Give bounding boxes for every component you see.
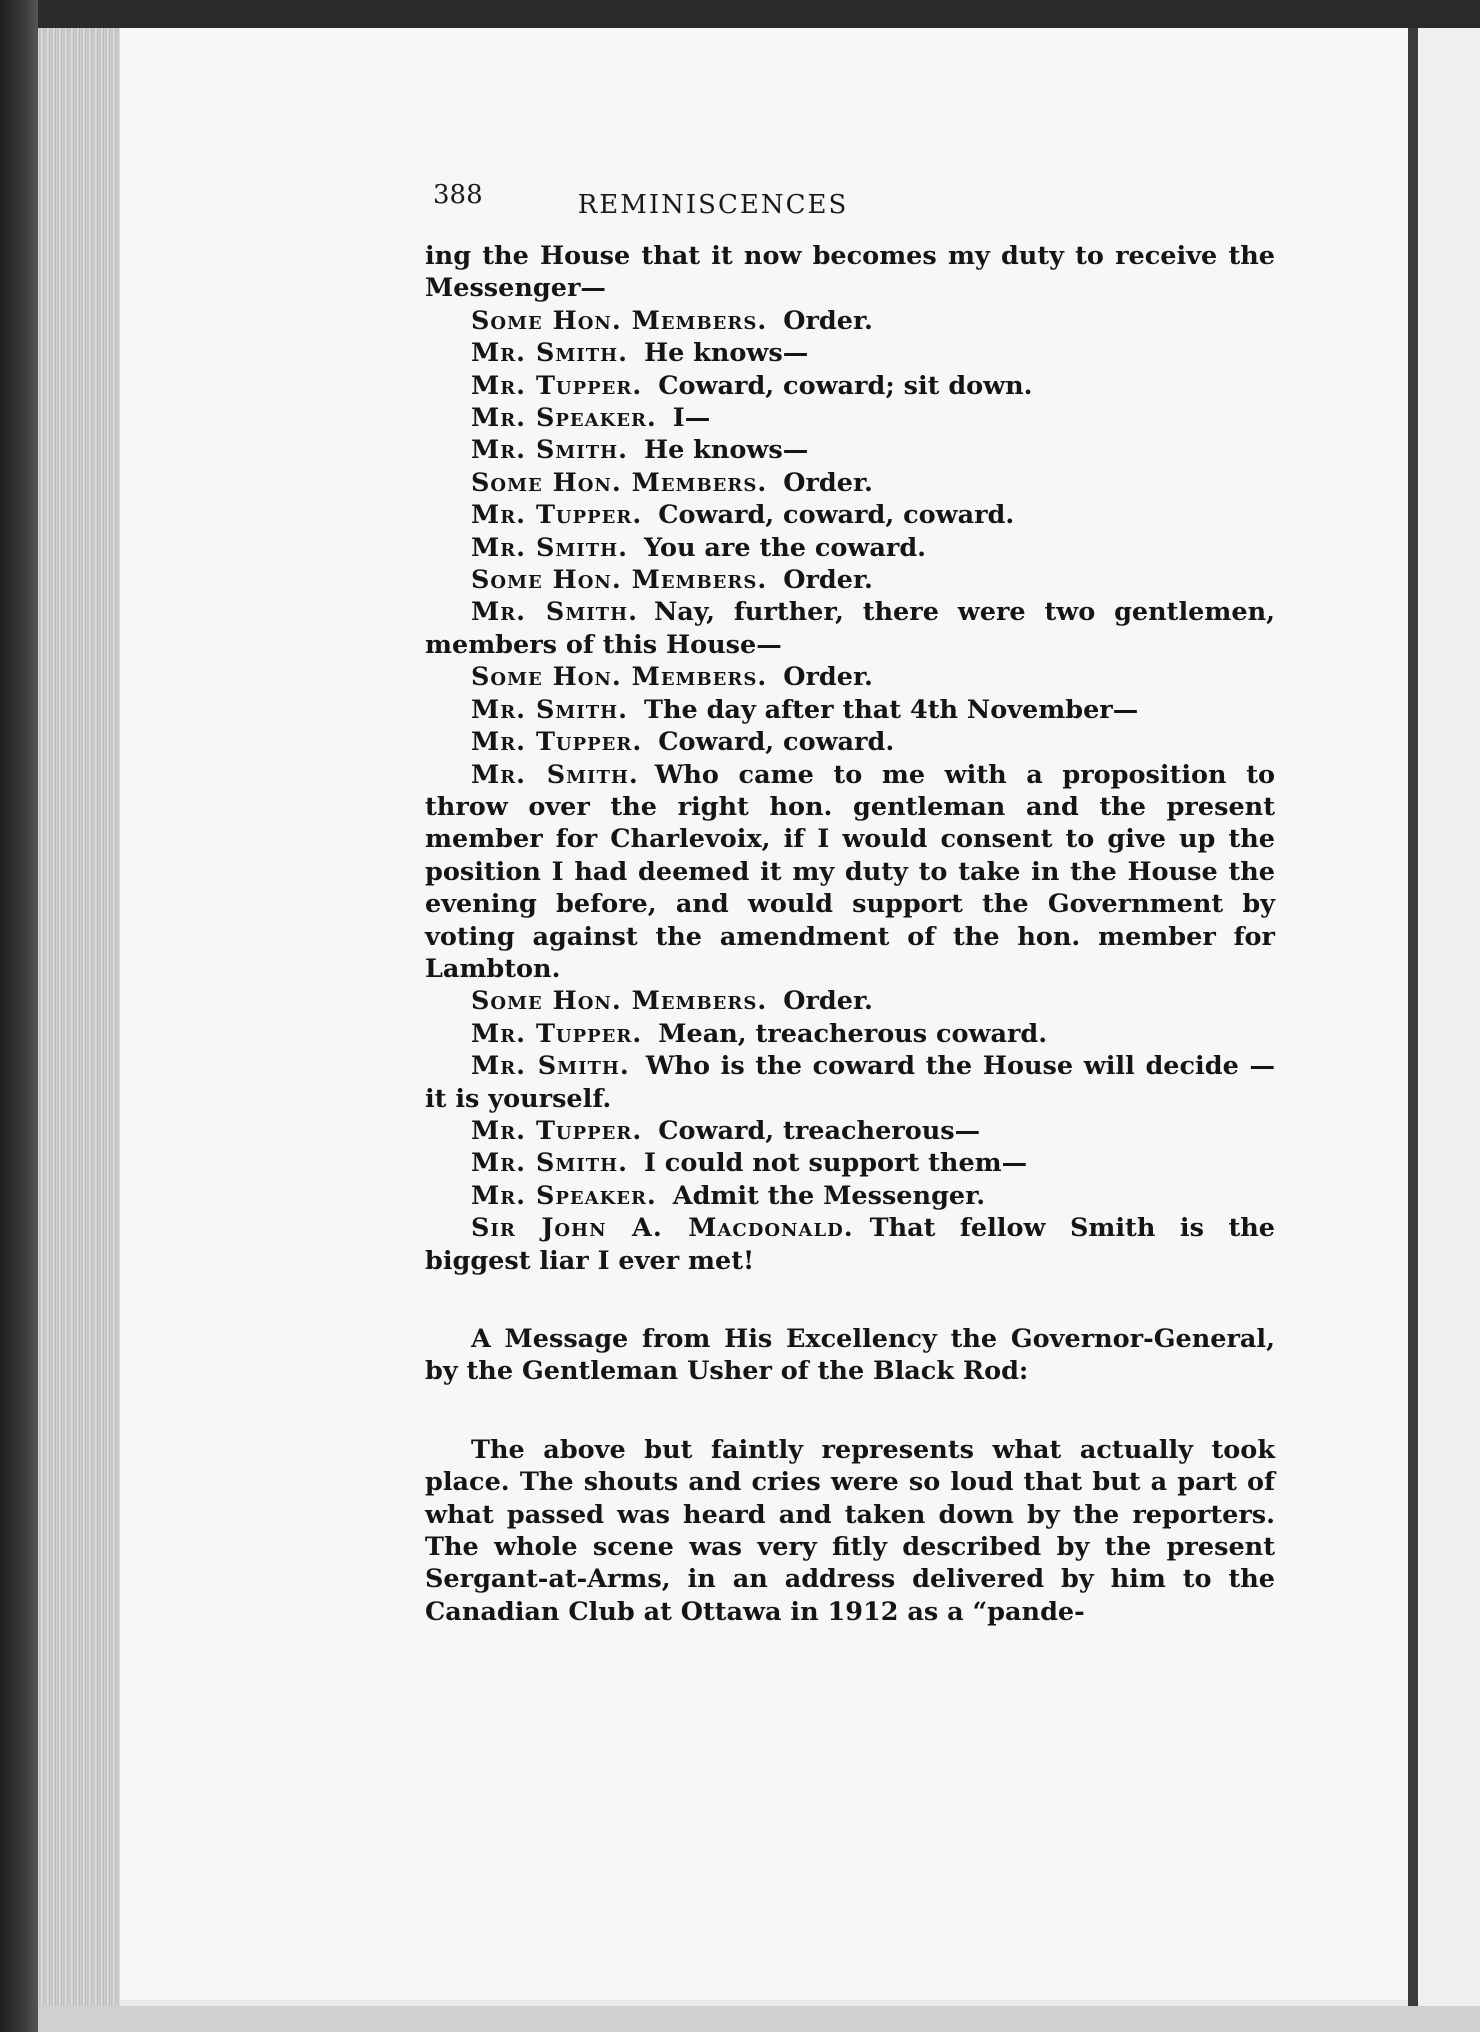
speaker-name: Mr. Tupper. [471, 370, 643, 401]
speech-text: Coward, coward. [658, 727, 895, 758]
page-body [425, 240, 1275, 1628]
dialogue-line [425, 596, 1275, 661]
page-number: 388 [433, 180, 483, 210]
speech-text: The day after that 4th November— [643, 694, 1139, 725]
dialogue-line [425, 985, 1275, 1017]
speech-text: Coward, treacherous— [658, 1115, 981, 1146]
speech-text: Nay, further, there were two gentlemen, members of this House— [425, 597, 1275, 660]
dialogue-line [425, 467, 1275, 499]
speech-text: Order. [783, 986, 873, 1017]
speech-text: Order. [783, 565, 873, 596]
speaker-name: Mr. Smith. [471, 435, 628, 466]
speaker-name: Mr. Speaker. [471, 403, 657, 434]
speaker-name: Mr. Smith. [471, 1051, 630, 1082]
speaker-name: Mr. Tupper. [471, 1115, 643, 1146]
speech-text: You are the coward. [643, 532, 927, 563]
dialogue-line [425, 370, 1275, 402]
speaker-name: Mr. Tupper. [471, 1018, 643, 1049]
page-edges [38, 28, 120, 2024]
dialogue-line [425, 434, 1275, 466]
dialogue-line [425, 1018, 1275, 1050]
dialogue-line [425, 1050, 1275, 1115]
speaker-name: Mr. Tupper. [471, 727, 643, 758]
speech-text: I could not support them— [643, 1148, 1028, 1179]
speaker-name: Some Hon. Members. [471, 662, 768, 693]
dialogue-line [425, 694, 1275, 726]
speaker-name: Mr. Smith. [471, 1148, 628, 1179]
speech-text: Who came to me with a proposition to throw over the right hon. gentleman and the present member for Charlevoix, if I would consent to give up the position I had deemed it my duty to take in the House the evening before, and would support the Government by voting against the amendment of the hon. member for Lambton. [425, 759, 1275, 984]
speaker-name: Mr. Speaker. [471, 1180, 657, 1211]
speaker-name: Some Hon. Members. [471, 467, 768, 498]
dialogue-line [425, 1180, 1275, 1212]
dialogue-line [425, 499, 1275, 531]
speech-text: Coward, coward; sit down. [658, 370, 1033, 401]
speaker-name: Mr. Smith. [471, 694, 628, 725]
speaker-name: Mr. Smith. [471, 338, 628, 369]
book-spine [0, 0, 38, 2032]
speech-text: Order. [783, 467, 873, 498]
speaker-name: Some Hon. Members. [471, 986, 768, 1017]
dialogue-line [425, 305, 1275, 337]
page-gutter [1408, 28, 1418, 2018]
speaker-name: Sir John A. Macdonald. [471, 1213, 854, 1244]
message-paragraph: A Message from His Excellency the Governor-General, by the Gentleman Usher of the Black Rod: [425, 1324, 1275, 1387]
dialogue-line [425, 661, 1275, 693]
speech-text: I— [672, 403, 711, 434]
running-head [433, 180, 1013, 220]
dialogue-line [425, 532, 1275, 564]
speech-text: Admit the Messenger. [672, 1180, 986, 1211]
speaker-name: Some Hon. Members. [471, 565, 768, 596]
speech-text: Order. [783, 662, 873, 693]
dialogue-line: ing the House that it now becomes my duty to receive the Messenger— [425, 241, 1275, 304]
speech-text: Order. [783, 305, 873, 336]
dialogue-line [425, 1147, 1275, 1179]
speaker-name: Mr. Smith. [471, 532, 628, 563]
dialogue-line [425, 1212, 1275, 1277]
dialogue-line [425, 402, 1275, 434]
speaker-name: Mr. Tupper. [471, 500, 643, 531]
dialogue-line [425, 564, 1275, 596]
speech-text: He knows— [643, 338, 809, 369]
running-title: REMINISCENCES [577, 190, 849, 220]
closing-paragraph: The above but faintly represents what actually took place. The shouts and cries were so loud that but a part of what passed was heard and taken down by the reporters. The whole scene was very fitly described by the present Sergant-at-Arms, in an address delivered by him to the Canadian Club at Ottawa in 1912 as a “pande- [425, 1434, 1275, 1627]
speech-text: That fellow Smith is the biggest liar I ever met! [425, 1213, 1275, 1276]
speaker-name: Some Hon. Members. [471, 305, 768, 336]
speech-text: Who is the coward the House will decide —it is yourself. [425, 1051, 1275, 1114]
dialogue-line [425, 337, 1275, 369]
speech-text: Mean, treacherous coward. [658, 1018, 1048, 1049]
speech-text: Coward, coward, coward. [658, 500, 1015, 531]
speech-text: He knows— [643, 435, 809, 466]
speaker-name: Mr. Smith. [471, 759, 639, 790]
dialogue-line [425, 759, 1275, 986]
scanner-bottom-border [38, 2006, 1480, 2032]
dialogue-line [425, 726, 1275, 758]
dialogue-line [425, 1115, 1275, 1147]
speaker-name: Mr. Smith. [471, 597, 638, 628]
facing-page-edge [1418, 28, 1480, 2032]
